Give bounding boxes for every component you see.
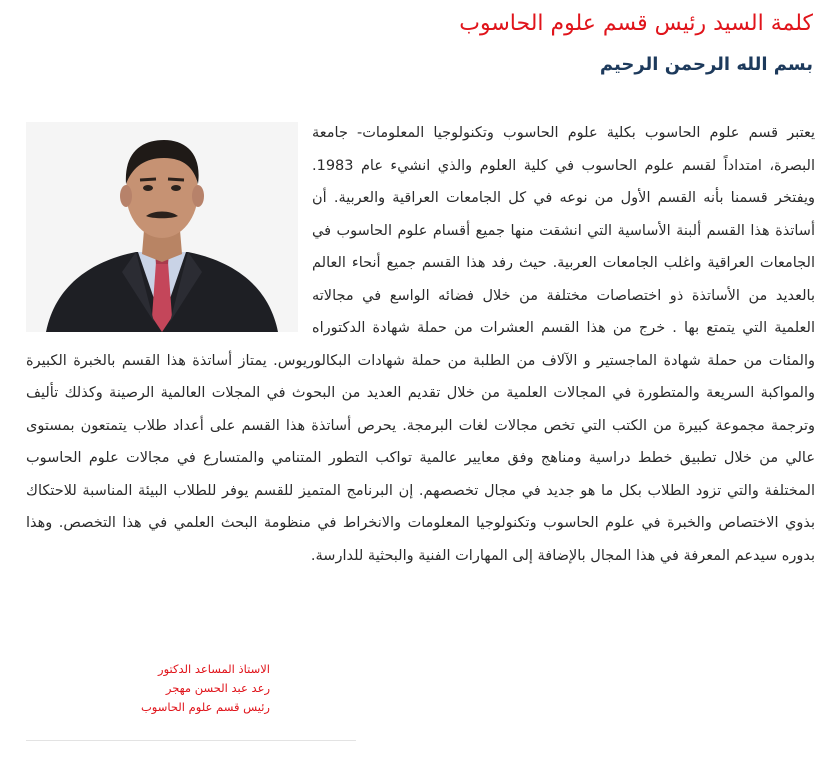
page-title: كلمة السيد رئيس قسم علوم الحاسوب: [459, 11, 813, 36]
divider: [26, 740, 356, 741]
signature-title: الاستاذ المساعد الدكتور: [158, 662, 270, 676]
body-text: يعتبر قسم علوم الحاسوب بكلية علوم الحاسوب وتكنولوجيا المعلومات- جامعة البصرة، امتداداً لقسم علوم الحاسوب في كلية العلوم والذي انشيء عام 1983. ويفتخر قسمنا بأنه القسم الأول من نوعه في كل الجامعات العراقية والعربية. أن أساتذة هذا القسم ألبنة الأساسية التي انشقت منها جميع أقسام علوم الحاسوب في الجامعات العراقية واغلب الجامعات العربية. حيث رفد هذا القسم جميع أنحاء العالم بالعديد من الأساتذة ذو اختصاصات مختلفة من خلال فضائه الواسع في مجالاته العلمية التي يتمتع بها . خرج من هذا القسم العشرات من حملة شهادة الدكتوراه والمئات من حملة شهادة الماجستير و الآلاف من الطلبة من حملة شهادات البكالوريوس. يمتاز أساتذة هذا القسم بالخبرة الكبيرة والمواكبة السريعة والمتطورة في المجالات العلمية من خلال تقديم العديد من البحوث في المجلات العالمية الرصينة وكذلك تأليف وترجمة مجموعة كبيرة من الكتب التي تخص مجالات لغات البرمجة. يحرص أساتذة هذا القسم على أعداد طلاب يتمتعون بمستوى عالي من خلال تطبيق خطط دراسية ومناهج وفق معايير عالمية تواكب التطور المتنامي والمتسارع في مجالات علوم الحاسوب المختلفة والتي تزود الطلاب بكل ما هو جديد في مجال تخصصهم. إن البرنامج المتميز للقسم يوفر للطلاب البيئة المناسبة للاحتكاك بذوي الاختصاص والخبرة في علوم الحاسوب وتكنولوجيا المعلومات والانخراط في منظومة البحث العلمي في هذا التخصص. وهذا بدوره سيدعم المعرفة في هذا المجال بالإضافة إلى المهارات الفنية والبحثية للدارسة.: [26, 125, 815, 564]
body-paragraph: [26, 117, 815, 572]
signature-position: رئيس قسم علوم الحاسوب: [140, 700, 270, 714]
signature-block: [60, 660, 270, 717]
page-subtitle: بسم الله الرحمن الرحيم: [599, 54, 813, 75]
signature-name: رعد عبد الحسن مهجر: [165, 681, 270, 695]
portrait-spacer: [26, 117, 312, 335]
